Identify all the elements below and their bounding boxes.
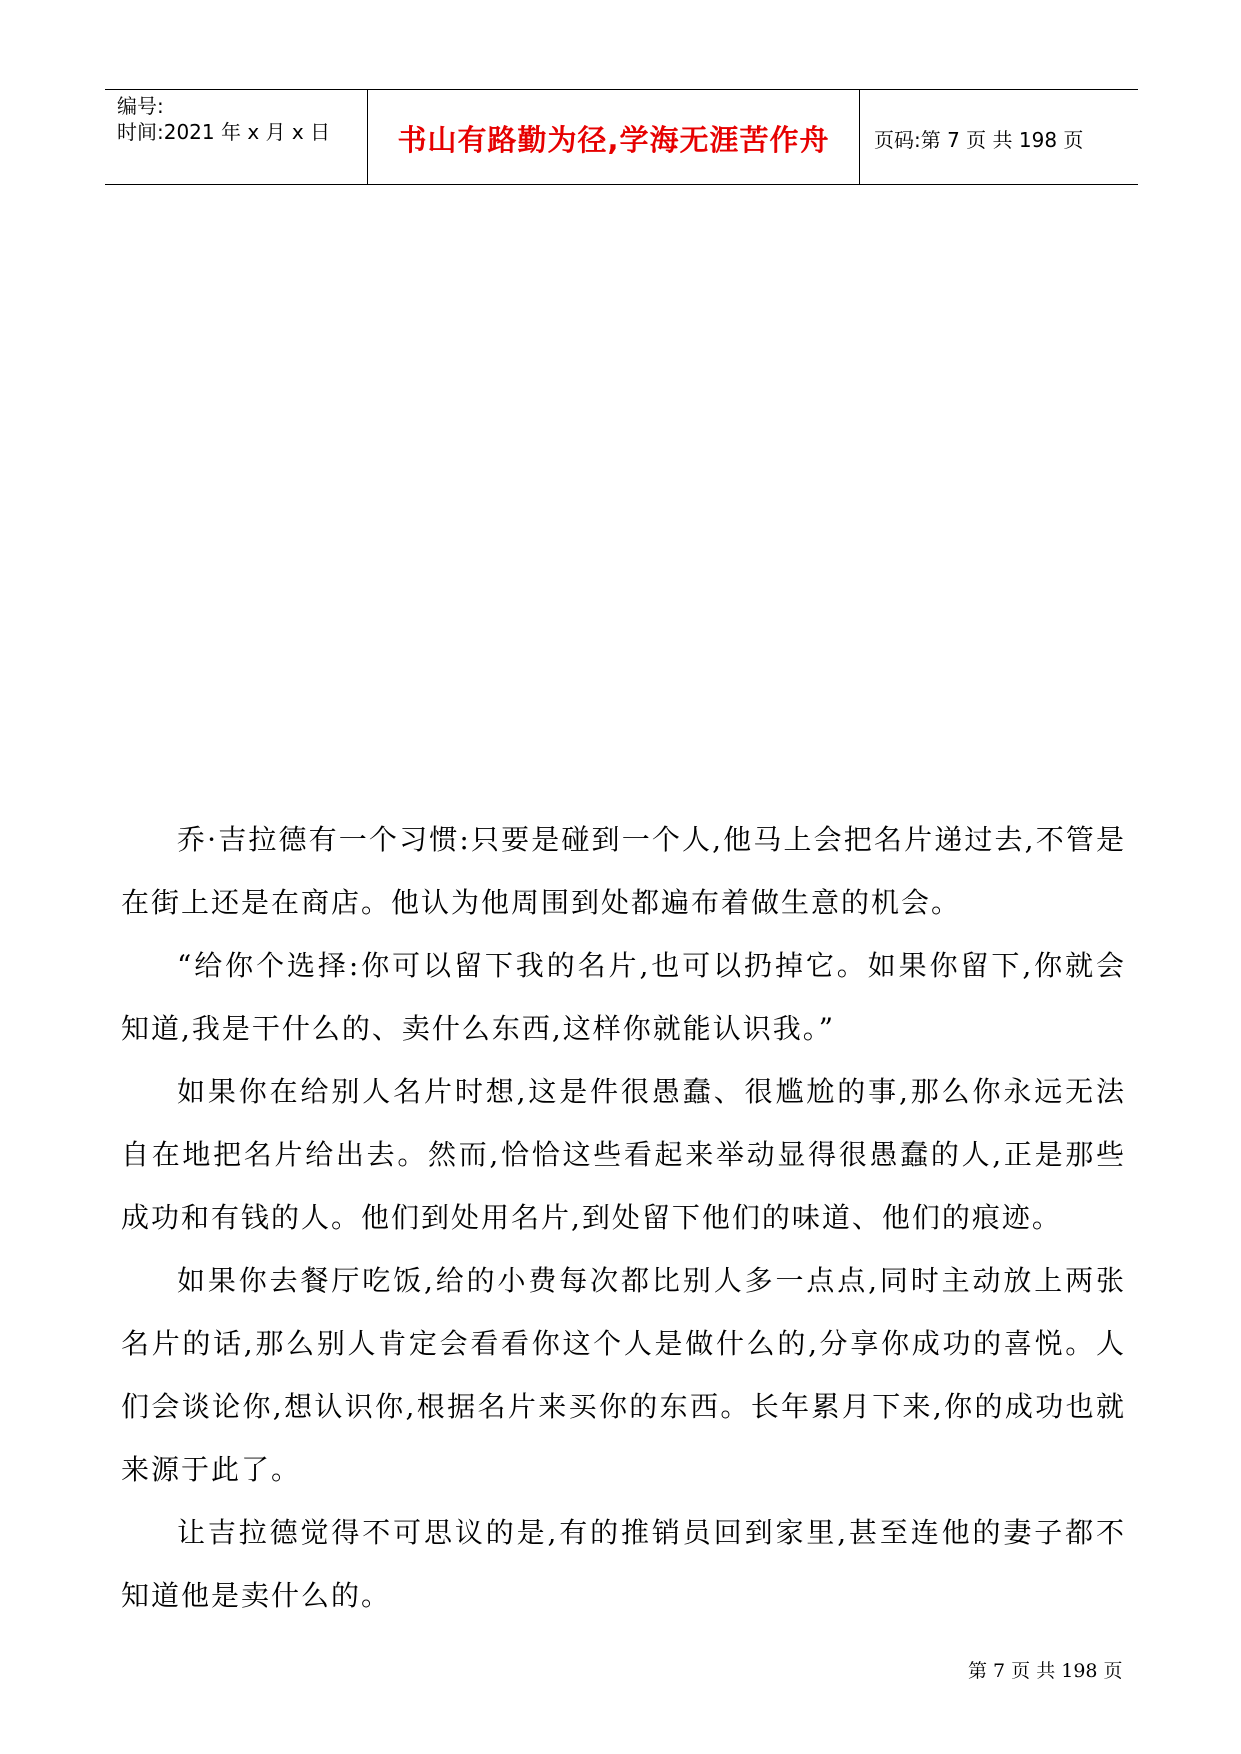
paragraph: “给你个选择:你可以留下我的名片,也可以扔掉它。如果你留下,你就会知道,我是干什么的、卖什么东西,这样你就能认识我。” (121, 949, 1126, 1045)
paragraph: 乔·吉拉德有一个习惯:只要是碰到一个人,他马上会把名片递过去,不管是在街上还是在商店。他认为他周围到处都遍布着做生意的机会。 (121, 823, 1126, 919)
document-body (121, 808, 1126, 1627)
document-number-label: 编号: (117, 94, 164, 118)
header-motto: 书山有路勤为径,学海无涯苦作舟 (397, 122, 830, 157)
header-page-code: 页码:第 7 页 共 198 页 (874, 127, 1084, 152)
paragraph: 让吉拉德觉得不可思议的是,有的推销员回到家里,甚至连他的妻子都不知道他是卖什么的。 (121, 1516, 1126, 1612)
page-header (105, 89, 1138, 185)
paragraph: 如果你在给别人名片时想,这是件很愚蠢、很尴尬的事,那么你永远无法自在地把名片给出去。然而,恰恰这些看起来举动显得很愚蠢的人,正是那些成功和有钱的人。他们到处用名片,到处留下他们的味道、他们的痕迹。 (121, 1075, 1126, 1234)
header-page-cell (860, 90, 1138, 184)
header-meta-cell (105, 90, 368, 184)
document-time-label: 时间:2021 年 x 月 x 日 (117, 120, 331, 144)
page-footer: 第 7 页 共 198 页 (968, 1660, 1123, 1682)
paragraph: 如果你去餐厅吃饭,给的小费每次都比别人多一点点,同时主动放上两张名片的话,那么别人肯定会看看你这个人是做什么的,分享你成功的喜悦。人们会谈论你,想认识你,根据名片来买你的东西。长年累月下来,你的成功也就来源于此了。 (121, 1264, 1126, 1486)
header-motto-cell (368, 90, 860, 184)
